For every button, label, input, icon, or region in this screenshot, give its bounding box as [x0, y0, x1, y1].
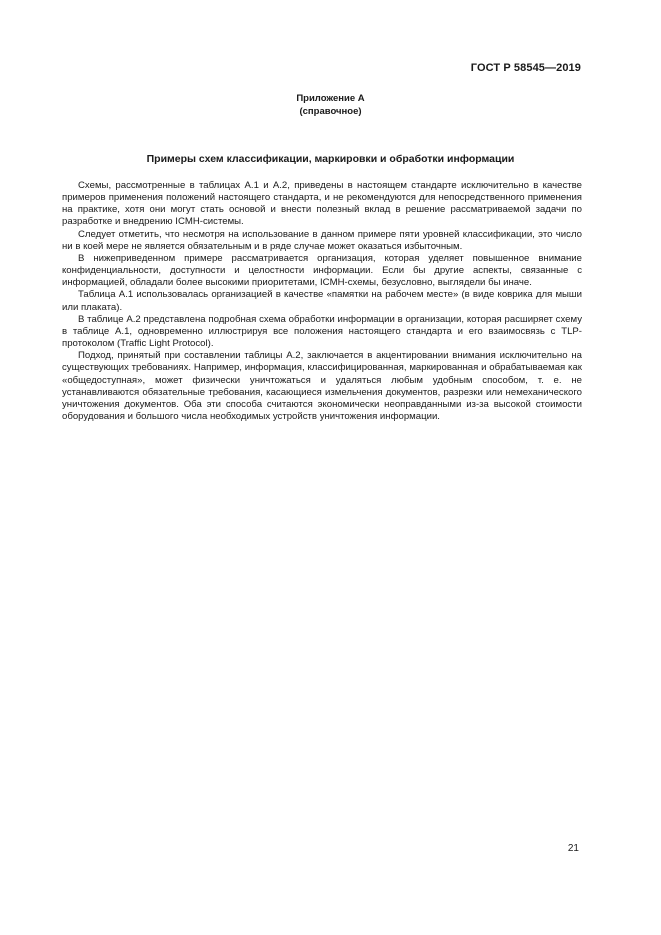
standard-code: ГОСТ Р 58545—2019 [470, 62, 581, 74]
paragraph: Подход, принятый при составлении таблицы А.2, заключается в акцентировании внимания исключительно на существующих требованиях. Например, информация, классифицированная, маркированная и обрабатываемая как «общедоступная», может физически уничтожаться и удаляться любым удобным способом, т. е. не устанавливаются обязательные требования, касающиеся измельчения документов, разрезки или немеханического уничтожения документов. Оба эти способа считаются экономически неоправданными из-за высокой стоимости оборудования и большого числа необходимых устройств уничтожения информации. [62, 350, 582, 422]
appendix-heading [0, 92, 661, 118]
page-number: 21 [567, 843, 579, 854]
body-text [62, 180, 582, 423]
appendix-label: Приложение А [296, 93, 365, 104]
page-title: Примеры схем классификации, маркировки и обработки информации [146, 153, 515, 165]
paragraph: Таблица А.1 использовалась организацией в качестве «памятки на рабочем месте» (в виде коврика для мыши или плаката). [62, 289, 582, 313]
paragraph: Схемы, рассмотренные в таблицах А.1 и А.2, приведены в настоящем стандарте исключительно в качестве примеров применения положений настоящего стандарта, и не рекомендуются для непосредственного применения на практике, хотя они могут стать основой и внести полезный вклад в решение рассматриваемой задачи по разработке и внедрению ICMH-системы. [62, 180, 582, 228]
appendix-type: (справочное) [299, 106, 362, 117]
paragraph: В таблице А.2 представлена подробная схема обработки информации в организации, которая расширяет схему в таблице А.1, одновременно иллюстрируя все положения настоящего стандарта и его взаимосвязь с TLP-протоколом (Traffic Light Protocol). [62, 313, 582, 350]
paragraph: В нижеприведенном примере рассматривается организация, которая уделяет повышенное внимание конфиденциальности, доступности и целостности информации. Если бы другие аспекты, связанные с информацией, обладали более высокими приоритетами, ICMH-схемы, безусловно, выглядели бы иначе. [62, 252, 582, 289]
paragraph: Следует отметить, что несмотря на использование в данном примере пяти уровней классификации, это число ни в коей мере не является обязательным и в ряде случае может оказаться избыточным. [62, 228, 582, 252]
